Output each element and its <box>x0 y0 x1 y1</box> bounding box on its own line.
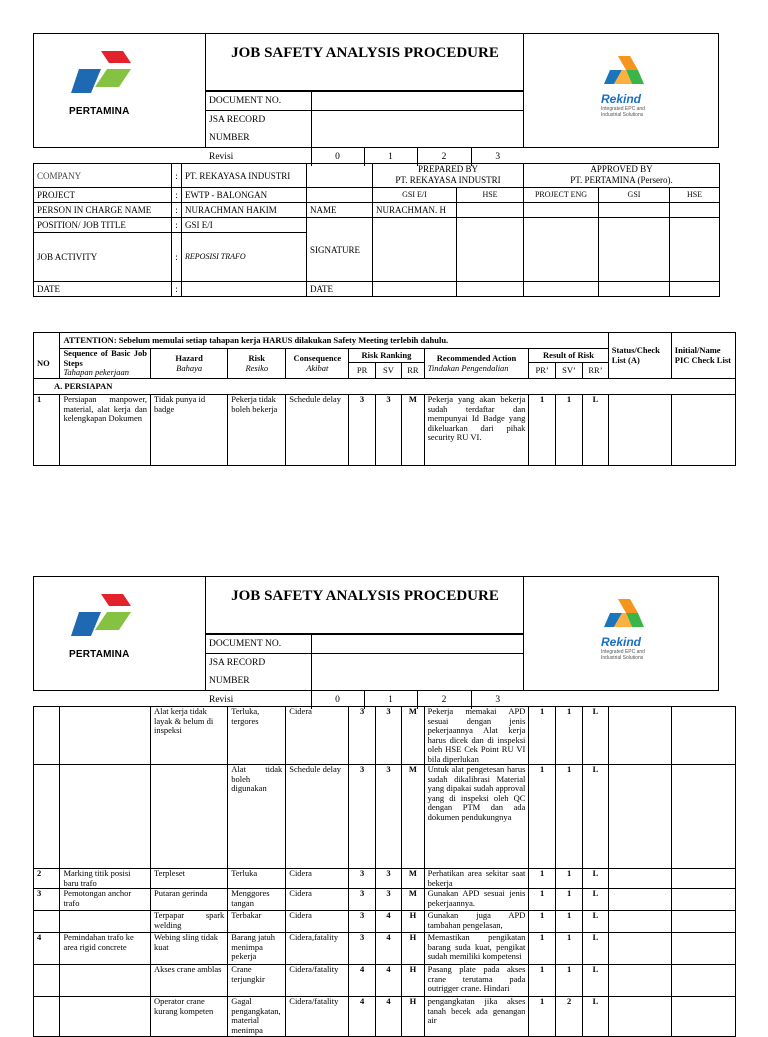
col-action: Recommended Action Tindakan Pengendalian <box>424 349 529 379</box>
section-persiapan: A. PERSIAPAN <box>34 379 736 395</box>
colon: : <box>172 218 182 233</box>
prep-col-gsi: GSI E/I <box>373 188 457 203</box>
col-sv2: SV’ <box>555 363 582 379</box>
colon: : <box>172 203 182 218</box>
document-header <box>33 33 719 162</box>
table-row: Terpapar spark welding Terbakar Cidera 3 4 H Gunakan juga APD tambahan pengelasan, 1 1 L <box>34 911 736 933</box>
approved-by-line2: PT. PERTAMINA (Persero). <box>570 175 673 185</box>
revision-0: 0 <box>311 148 364 167</box>
pic-label: PERSON IN CHARGE NAME <box>34 203 172 218</box>
appr-col-gsi: GSI <box>599 188 670 203</box>
appr-col-project-eng: PROJECT ENG <box>524 188 599 203</box>
pertamina-logo <box>34 577 206 690</box>
table-row: Akses crane amblas Crane terjungkir Cidera/fatality 4 4 H Pasang plate pada akses crane terutama pada outrigger crane. Hindari 1 1 L <box>34 965 736 997</box>
revision-2: 2 <box>417 148 471 167</box>
revisi-label: Revisi <box>206 691 311 710</box>
document-meta-table: DOCUMENT NO. JSA RECORD NUMBER Revisi 0 1 2 3 <box>206 634 524 709</box>
prep-col-hse: HSE <box>457 188 524 203</box>
col-risk-ranking: Risk Ranking <box>349 349 424 363</box>
table-row: Operator crane kurang kompeten Gagal pengangkatan, material menimpa Cidera/fatality 4 4 H pengangkatan jika akses tanah becek ada genangan air 1 2 L <box>34 997 736 1037</box>
table-row: 4 Pemindahan trafo ke area rigid concrete Webing sling tidak kuat Barang jatuh menimpa pekerja Cidera,fatality 3 4 H Memastikan pengikatan barang suda kuat, pengikat sudah memiliki kompetensi 1 1 L <box>34 933 736 965</box>
jsa-record-value <box>311 111 524 148</box>
rekind-logo-text: Rekind <box>601 635 642 649</box>
table-row: 3 Pemotongan anchor trafo Putaran gerinda Menggores tangan Cidera 3 3 M Gunakan APD sesuai jenis pekerjaannya. 1 1 L <box>34 889 736 911</box>
document-no-label: DOCUMENT NO. <box>206 635 311 654</box>
blank-cell <box>307 188 373 203</box>
colon: : <box>172 282 182 297</box>
appr-col-hse: HSE <box>670 188 720 203</box>
colon: : <box>172 164 182 188</box>
document-no-label: DOCUMENT NO. <box>206 92 311 111</box>
date-label-2: DATE <box>307 282 373 297</box>
pic-value: NURACHMAN HAKIM <box>182 203 307 218</box>
pertamina-icon <box>71 51 133 95</box>
jsa-record-label: JSA RECORD NUMBER <box>206 654 311 691</box>
name-value: NURACHMAN. H <box>373 203 457 218</box>
page-title: JOB SAFETY ANALYSIS PROCEDURE <box>206 34 524 91</box>
job-activity-value: REPOSISI TRAFO <box>182 233 307 282</box>
rekind-icon <box>604 599 646 629</box>
table-row: 1 Persiapan manpower, material, alat kerja dan kelengkapan Dokumen Tidak punya id badge Pekerja tidak boleh bekerja Schedule delay 3 3 M Pekerja yang akan bekerja sudah terdaftar dan mempunyai Id Badge yang dikeluarkan dari pihak security RU VI. 1 1 L <box>34 395 736 466</box>
table-row: Alat tidak boleh digunakan Schedule delay 3 3 M Untuk alat pengetesan harus sudah dikalibrasi Material yang dipakai sudah approval yang di inspeksi oleh QC dengan PTM dan ada dokumen pendukungnya 1 1 L <box>34 765 736 869</box>
blank-cell <box>307 164 373 188</box>
col-seq: Sequence of Basic Job Steps Tahapan pekerjaan <box>60 349 151 379</box>
pertamina-logo-text: PERTAMINA <box>69 649 130 660</box>
colon: : <box>172 188 182 203</box>
document-no-value <box>311 92 524 111</box>
col-consequence: Consequence Akibat <box>286 349 349 379</box>
rekind-logo-subtext: Integrated EPC and Industrial Solutions <box>601 106 645 118</box>
rekind-logo-subtext: Integrated EPC and Industrial Solutions <box>601 649 645 661</box>
col-sv: SV <box>375 363 401 379</box>
approved-by-line1: APPROVED BY <box>590 164 653 174</box>
jsa-record-label: JSA RECORD NUMBER <box>206 111 311 148</box>
rekind-logo <box>523 34 718 147</box>
rekind-icon <box>604 56 646 86</box>
document-header-2 <box>33 576 719 705</box>
col-rr: RR <box>402 363 424 379</box>
col-rr2: RR’ <box>583 363 608 379</box>
col-no: NO <box>34 349 60 379</box>
name-label: NAME <box>307 203 373 218</box>
col-pr2: PR’ <box>529 363 555 379</box>
position-label: POSITION/ JOB TITLE <box>34 218 172 233</box>
col-result: Result of Risk <box>529 349 608 363</box>
prepared-by-line1: PREPARED BY <box>418 164 478 174</box>
col-status: Status/Check List (A) <box>608 333 671 379</box>
attention-banner: ATTENTION: Sebelum memulai setiap tahapan kerja HARUS dilakukan Safety Meeting terlebih dahulu. <box>60 333 608 349</box>
info-table <box>33 163 720 297</box>
job-activity-label: JOB ACTIVITY <box>34 233 172 282</box>
prepared-by <box>373 164 524 188</box>
company-value: PT. REKAYASA INDUSTRI <box>182 164 307 188</box>
rekind-logo-text: Rekind <box>601 92 642 106</box>
date-label: DATE <box>34 282 172 297</box>
revision-3: 3 <box>471 148 524 167</box>
revision-1: 1 <box>364 148 417 167</box>
pertamina-logo-text: PERTAMINA <box>69 106 130 117</box>
col-pr: PR <box>349 363 375 379</box>
prepared-by-line2: PT. REKAYASA INDUSTRI <box>395 175 501 185</box>
table-row: Alat kerja tidak layak & belum di inspeksi Terluka, tergores Cidera 3 3 M Pekerja memakai APD sesuai dengan jenis pekerjaannya Alat kerja harus dicek dan di inspeksi oleh HSE Cek Point RU VI bila diperlukan 1 1 L <box>34 707 736 765</box>
signature-label: SIGNATURE <box>307 218 373 282</box>
col-hazard: Hazard Bahaya <box>150 349 227 379</box>
page-title: JOB SAFETY ANALYSIS PROCEDURE <box>206 577 524 634</box>
rekind-logo <box>523 577 718 690</box>
col-risk: Risk Resiko <box>228 349 286 379</box>
jsa-table-2 <box>33 706 736 1037</box>
project-value: EWTP - BALONGAN <box>182 188 307 203</box>
col-initial: Initial/Name PIC Check List <box>671 333 735 379</box>
table-row: 2 Marking titik posisi baru trafo Terpleset Terluka Cidera 3 3 M Perhatikan area sekitar saat bekerja 1 1 L <box>34 869 736 889</box>
approved-by <box>524 164 720 188</box>
document-meta-table <box>206 91 524 166</box>
company-label: COMPANY <box>34 164 172 188</box>
position-value: GSI E/I <box>182 218 307 233</box>
jsa-table-1 <box>33 332 736 466</box>
pertamina-icon <box>71 594 133 638</box>
revisi-label: Revisi <box>206 148 311 167</box>
project-label: PROJECT <box>34 188 172 203</box>
pertamina-logo <box>34 34 206 147</box>
colon: : <box>172 233 182 282</box>
